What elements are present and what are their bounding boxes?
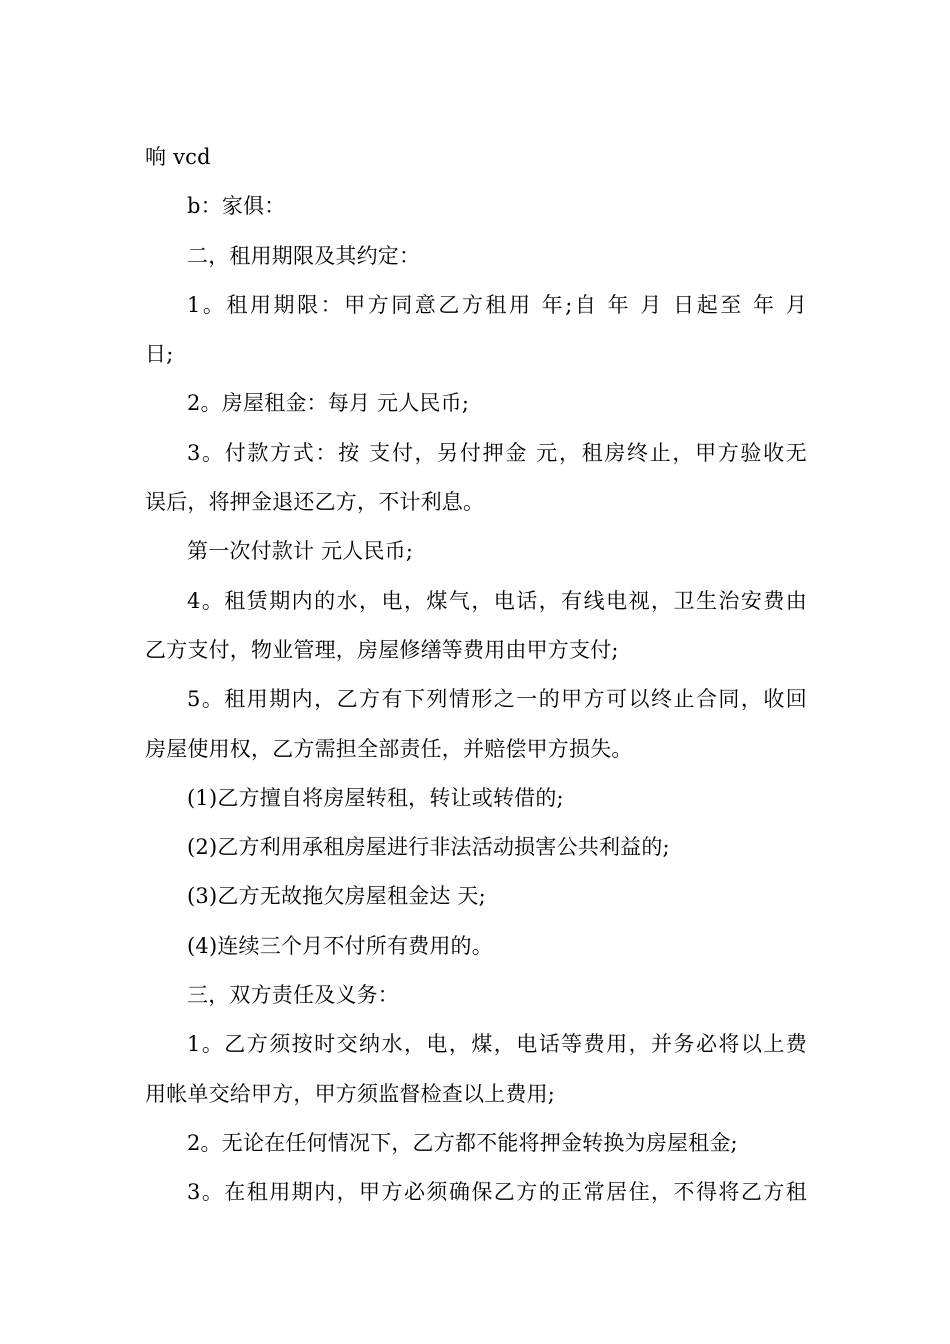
text-line: 第一次付款计 元人民币; [187,539,414,564]
text-line: 日; [145,342,174,367]
list-item: (2)乙方利用承租房屋进行非法活动损害公共利益的; [187,835,670,860]
text-line: 3。在租用期内，甲方必须确保乙方的正常居住，不得将乙方租 [187,1180,807,1205]
text-line: 误后，将押金退还乙方，不计利息。 [145,490,485,515]
text-line: 响 vcd [145,145,211,169]
text-line: 3。付款方式：按 支付，另付押金 元，租房终止，甲方验收无 [187,440,807,465]
list-item: (3)乙方无故拖欠房屋租金达 天; [187,884,486,909]
text-line: 4。租赁期内的水，电，煤气，电话，有线电视，卫生治安费由 [187,588,807,613]
contract-text-body [145,133,807,1218]
text-line: 房屋使用权，乙方需担全部责任，并赔偿甲方损失。 [145,736,633,761]
text-line: b：家俱： [187,194,286,219]
text-line: 2。无论在任何情况下，乙方都不能将押金转换为房屋租金; [187,1130,738,1155]
text-line: 1。租用期限：甲方同意乙方租用 年;自 年 月 日起至 年 月 [187,292,807,317]
text-line: 乙方支付，物业管理，房屋修缮等费用由甲方支付; [145,637,619,662]
section-heading: 三，双方责任及义务： [187,983,399,1008]
text-line: 1。乙方须按时交纳水，电，煤，电话等费用，并务必将以上费 [187,1032,807,1057]
text-line: 2。房屋租金：每月 元人民币; [187,391,470,416]
text-line: 5。租用期内，乙方有下列情形之一的甲方可以终止合同，收回 [187,687,807,712]
section-heading: 二，租用期限及其约定： [187,243,421,268]
text-line: 用帐单交给甲方，甲方须监督检查以上费用; [145,1081,556,1106]
list-item: (4)连续三个月不付所有费用的。 [187,933,493,958]
list-item: (1)乙方擅自将房屋转租，转让或转借的; [187,785,564,810]
